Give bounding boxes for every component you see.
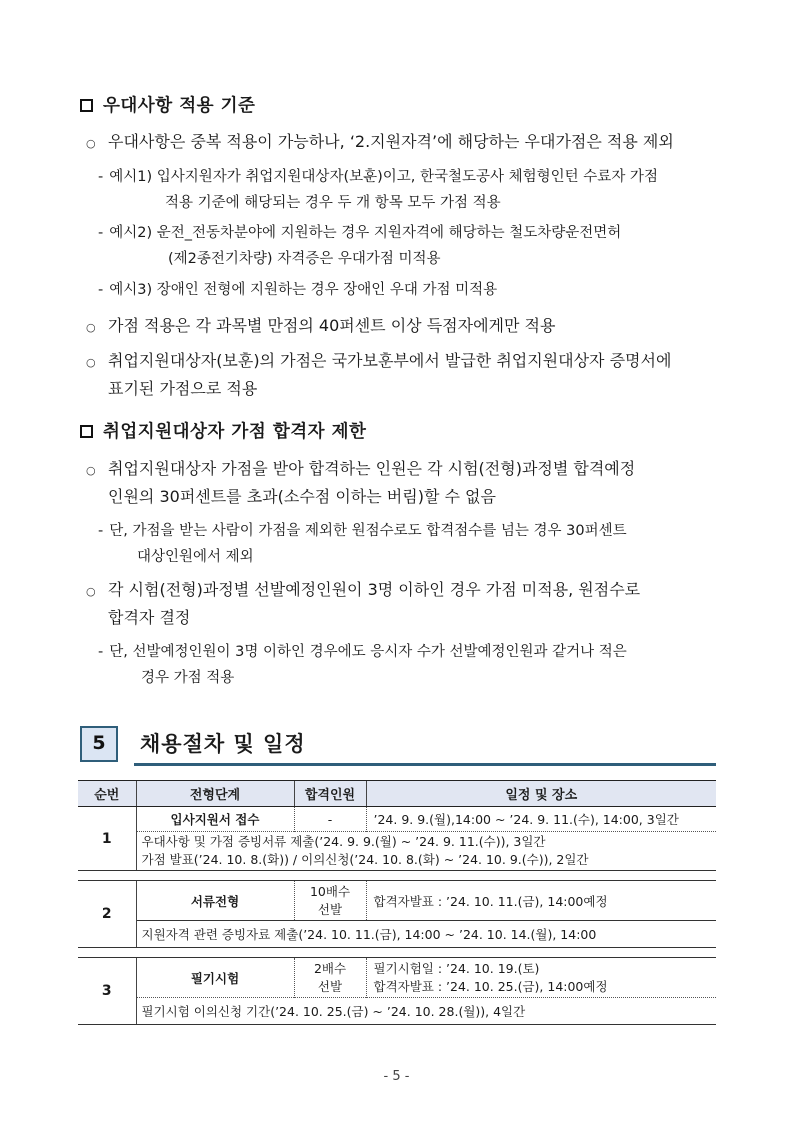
- note-item: [98, 519, 627, 540]
- example-label: 예시3): [109, 282, 153, 298]
- heading-preference-criteria: [80, 92, 255, 117]
- row-gap: [78, 948, 716, 958]
- table-row: [78, 807, 716, 832]
- bullet-text: 우대사항은 중복 적용이 가능하나, ‘2.지원자격’에 해당하는 우대가점은 적용 제외: [108, 132, 674, 151]
- bullet-continuation: 표기된 가점으로 적용: [108, 379, 258, 398]
- table-row-note: [78, 998, 716, 1025]
- page-number: - 5 -: [383, 1069, 410, 1084]
- header-schedule: 일정 및 장소: [366, 781, 716, 807]
- table-row: [78, 958, 716, 998]
- circle-bullet-icon: ○: [86, 137, 96, 150]
- section-underline: [134, 763, 716, 766]
- circle-bullet-icon: ○: [86, 356, 96, 369]
- example-item: [98, 278, 497, 299]
- schedule-line: 필기시험일 : ’24. 10. 19.(토): [373, 960, 540, 976]
- table-row-note: [78, 921, 716, 948]
- note-text: 단, 가점을 받는 사람이 가점을 제외한 원점수로도 합격점수를 넘는 경우 30퍼센트: [109, 523, 627, 539]
- schedule-table: [78, 780, 716, 1025]
- example-continuation: (제2종전기차량) 자격증은 우대가점 미적용: [168, 251, 441, 267]
- square-bullet-icon: [80, 425, 93, 438]
- bullet-continuation: 인원의 30퍼센트를 초과(소수점 이하는 버림)할 수 없음: [108, 487, 496, 506]
- example-text: 장애인 전형에 지원하는 경우 장애인 우대 가점 미적용: [156, 282, 498, 298]
- circle-bullet-icon: ○: [86, 464, 96, 477]
- row-number: 2: [78, 881, 136, 948]
- note-item: [98, 640, 627, 661]
- table-row-note: [78, 832, 716, 871]
- dash-bullet-icon: -: [98, 282, 104, 298]
- bullet-continuation: 합격자 결정: [108, 608, 191, 627]
- square-bullet-icon: [80, 99, 93, 112]
- note-text: 단, 선발예정인원이 3명 이하인 경우에도 응시자 수가 선발예정인원과 같거나 적은: [109, 644, 627, 660]
- bullet-item: [86, 348, 671, 371]
- note-cell: 필기시험 이의신청 기간(’24. 10. 25.(금) ~ ’24. 10. 28.(월)), 4일간: [136, 998, 716, 1025]
- example-item: [98, 221, 621, 242]
- count-line: 10배수: [309, 883, 351, 899]
- row-number: 1: [78, 807, 136, 871]
- count-line: 2배수: [313, 960, 347, 976]
- dash-bullet-icon: -: [98, 225, 104, 241]
- section-title: 채용절차 및 일정: [140, 732, 306, 756]
- bullet-item: [86, 313, 555, 336]
- bullet-text: 가점 적용은 각 과목별 만점의 40퍼센트 이상 득점자에게만 적용: [108, 316, 556, 335]
- example-continuation: 적용 기준에 해당되는 경우 두 개 항목 모두 가점 적용: [165, 195, 501, 211]
- example-item: [98, 165, 658, 186]
- note-cell: 지원자격 관련 증빙자료 제출(’24. 10. 11.(금), 14:00 ~ ’24. 10. 14.(월), 14:00: [136, 921, 716, 948]
- table-header-row: [78, 781, 716, 807]
- bullet-item: [86, 456, 635, 479]
- heading-text: 우대사항 적용 기준: [103, 96, 256, 116]
- note-continuation: 경우 가점 적용: [141, 670, 235, 686]
- table-row: [78, 881, 716, 921]
- stage-cell: 입사지원서 접수: [136, 807, 294, 832]
- count-cell: [294, 881, 366, 921]
- header-no: 순번: [78, 781, 136, 807]
- schedule-cell: ’24. 9. 9.(월),14:00 ~ ’24. 9. 11.(수), 14:00, 3일간: [366, 807, 716, 832]
- example-label: 예시1): [109, 169, 153, 185]
- heading-text: 취업지원대상자 가점 합격자 제한: [103, 422, 367, 442]
- section-number-box: 5: [80, 726, 118, 762]
- row-number: 3: [78, 958, 136, 1025]
- note-line: 가점 발표(’24. 10. 8.(화)) / 이의신청(’24. 10. 8.(화) ~ ’24. 10. 9.(수)), 2일간: [141, 852, 589, 867]
- row-gap: [78, 871, 716, 881]
- bullet-item: [86, 129, 674, 152]
- circle-bullet-icon: ○: [86, 585, 96, 598]
- count-cell: -: [294, 807, 366, 832]
- schedule-line: 합격자발표 : ’24. 10. 25.(금), 14:00예정: [373, 978, 608, 994]
- note-cell: [136, 832, 716, 871]
- bullet-item: [86, 577, 640, 600]
- note-continuation: 대상인원에서 제외: [137, 549, 254, 565]
- dash-bullet-icon: -: [98, 169, 104, 185]
- example-text: 운전_전동차분야에 지원하는 경우 지원자격에 해당하는 철도차량운전면허: [156, 225, 622, 241]
- example-text: 입사지원자가 취업지원대상자(보훈)이고, 한국철도공사 체험형인턴 수료자 가점: [156, 169, 658, 185]
- stage-cell: 필기시험: [136, 958, 294, 998]
- header-stage: 전형단계: [136, 781, 294, 807]
- note-line: 우대사항 및 가점 증빙서류 제출(’24. 9. 9.(월) ~ ’24. 9. 11.(수)), 3일간: [141, 834, 546, 849]
- stage-cell: 서류전형: [136, 881, 294, 921]
- header-count: 합격인원: [294, 781, 366, 807]
- count-line: 선발: [317, 901, 343, 917]
- bullet-text: 각 시험(전형)과정별 선발예정인원이 3명 이하인 경우 가점 미적용, 원점수로: [108, 580, 641, 599]
- count-cell: [294, 958, 366, 998]
- count-line: 선발: [317, 978, 343, 994]
- dash-bullet-icon: -: [98, 523, 104, 539]
- dash-bullet-icon: -: [98, 644, 104, 660]
- schedule-cell: [366, 958, 716, 998]
- bullet-text: 취업지원대상자 가점을 받아 합격하는 인원은 각 시험(전형)과정별 합격예정: [108, 459, 636, 478]
- bullet-text: 취업지원대상자(보훈)의 가점은 국가보훈부에서 발급한 취업지원대상자 증명서에: [108, 351, 672, 370]
- heading-veteran-limit: [80, 418, 366, 443]
- schedule-cell: 합격자발표 : ’24. 10. 11.(금), 14:00예정: [366, 881, 716, 921]
- circle-bullet-icon: ○: [86, 321, 96, 334]
- example-label: 예시2): [109, 225, 153, 241]
